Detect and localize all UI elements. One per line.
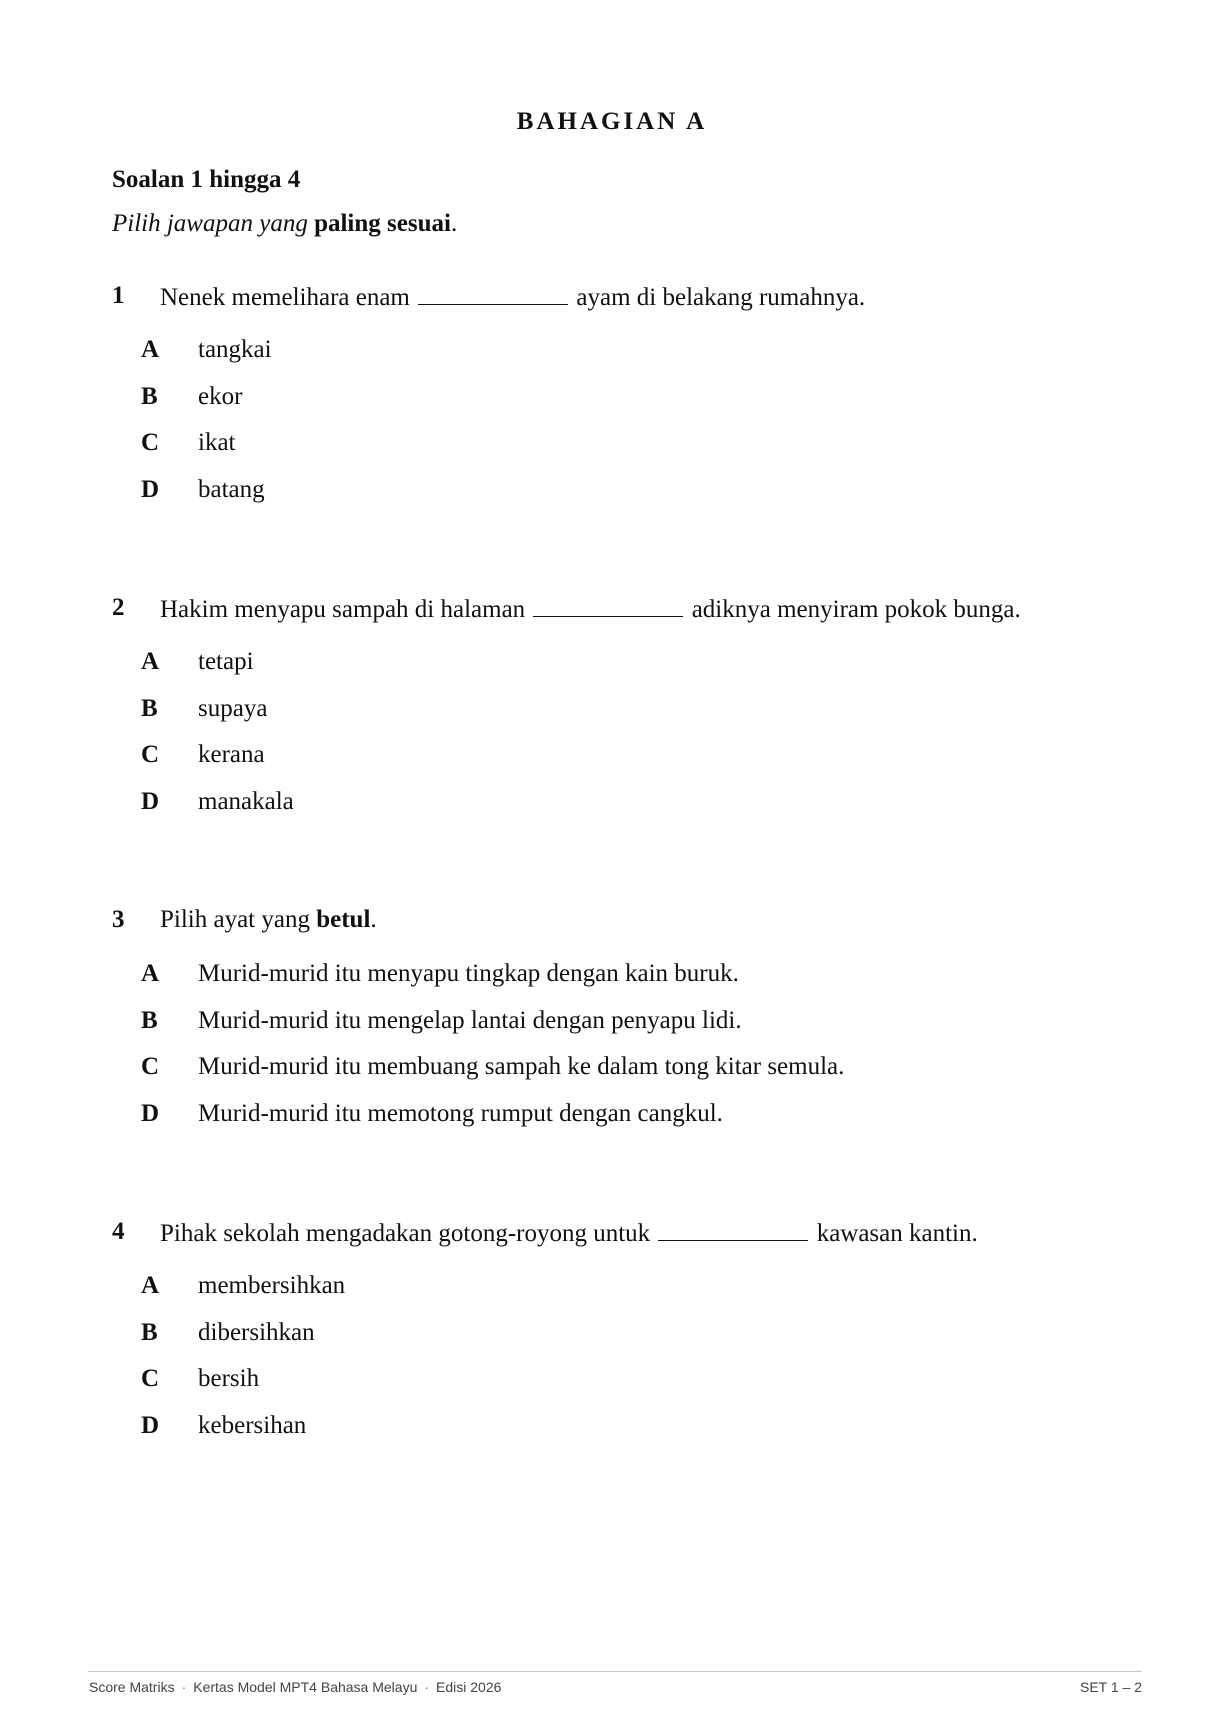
question-stem xyxy=(160,594,1021,624)
option-a[interactable] xyxy=(112,336,1112,383)
question-stem xyxy=(160,282,865,312)
option-letter: C xyxy=(141,741,160,768)
stem-text: Nenek memelihara enam xyxy=(160,284,410,311)
option-c[interactable] xyxy=(112,741,1112,788)
option-text: kerana xyxy=(198,741,265,768)
question-line xyxy=(112,282,1112,316)
option-letter: D xyxy=(141,475,160,503)
option-list xyxy=(112,336,1112,522)
question-number: 4 xyxy=(112,1218,125,1245)
question-number: 1 xyxy=(112,282,125,309)
footer-separator: · xyxy=(181,1679,187,1695)
option-list xyxy=(112,960,1112,1146)
option-d[interactable] xyxy=(112,788,1112,835)
option-letter: B xyxy=(141,1006,158,1034)
option-d[interactable] xyxy=(112,1100,1112,1147)
option-text: kebersihan xyxy=(198,1411,307,1439)
option-letter: A xyxy=(141,648,160,675)
option-text: ikat xyxy=(198,429,236,456)
instruction-bold: paling sesuai xyxy=(314,210,451,237)
option-c[interactable] xyxy=(112,429,1112,476)
instruction-italic: Pilih jawapan yang xyxy=(112,210,308,237)
answer-blank xyxy=(418,282,568,305)
question-1 xyxy=(112,282,1112,522)
option-d[interactable] xyxy=(112,476,1112,523)
option-text: supaya xyxy=(198,694,268,722)
option-text: tetapi xyxy=(198,648,254,675)
option-text: bersih xyxy=(198,1365,260,1392)
option-letter: B xyxy=(141,382,158,410)
option-d[interactable] xyxy=(112,1412,1112,1459)
option-letter: D xyxy=(141,1099,160,1127)
option-c[interactable] xyxy=(112,1053,1112,1100)
question-3 xyxy=(112,906,1112,1146)
option-b[interactable] xyxy=(112,383,1112,430)
option-text: membersihkan xyxy=(198,1272,346,1299)
option-text: batang xyxy=(198,475,265,503)
stem-text: . xyxy=(370,906,377,933)
option-text: dibersihkan xyxy=(198,1318,315,1346)
option-b[interactable] xyxy=(112,1319,1112,1366)
option-c[interactable] xyxy=(112,1365,1112,1412)
stem-text: Pihak sekolah mengadakan gotong-royong untuk xyxy=(160,1220,651,1247)
stem-text: kawasan kantin. xyxy=(816,1220,978,1247)
question-stem xyxy=(160,906,377,934)
option-a[interactable] xyxy=(112,1272,1112,1319)
instruction-end: . xyxy=(450,210,458,237)
question-line xyxy=(112,1218,1112,1252)
footer-publisher: Score Matriks xyxy=(89,1679,175,1695)
option-text: Murid-murid itu memotong rumput dengan cangkul. xyxy=(198,1099,723,1127)
option-b[interactable] xyxy=(112,1007,1112,1054)
option-letter: A xyxy=(141,1272,160,1299)
option-text: ekor xyxy=(198,382,243,410)
option-letter: D xyxy=(141,1411,160,1439)
stem-text: Hakim menyapu sampah di halaman xyxy=(160,596,526,623)
stem-text: ayam di belakang rumahnya. xyxy=(576,284,866,311)
option-text: manakala xyxy=(198,787,294,815)
option-letter: D xyxy=(141,787,160,815)
option-letter: B xyxy=(141,694,158,722)
footer-separator: · xyxy=(424,1679,430,1695)
section-heading: Soalan 1 hingga 4 xyxy=(112,166,301,193)
question-2 xyxy=(112,594,1112,834)
option-letter: A xyxy=(141,960,160,987)
question-stem xyxy=(160,1218,978,1248)
question-line xyxy=(112,906,1112,940)
page-title: BAHAGIAN A xyxy=(516,108,708,135)
stem-text: adiknya menyiram pokok bunga. xyxy=(691,596,1021,623)
option-text: Murid-murid itu mengelap lantai dengan penyapu lidi. xyxy=(198,1006,742,1034)
question-number: 3 xyxy=(112,906,125,933)
option-letter: C xyxy=(141,1365,160,1392)
option-letter: B xyxy=(141,1318,158,1346)
option-text: Murid-murid itu membuang sampah ke dalam tong kitar semula. xyxy=(198,1053,845,1080)
option-a[interactable] xyxy=(112,648,1112,695)
stem-bold: betul xyxy=(316,906,371,933)
instruction xyxy=(112,210,457,238)
option-list xyxy=(112,648,1112,834)
option-letter: C xyxy=(141,1053,160,1080)
option-text: Murid-murid itu menyapu tingkap dengan kain buruk. xyxy=(198,960,739,987)
stem-text: Pilih ayat yang xyxy=(160,906,310,933)
option-text: tangkai xyxy=(198,336,272,363)
option-letter: A xyxy=(141,336,160,363)
option-a[interactable] xyxy=(112,960,1112,1007)
question-4 xyxy=(112,1218,1112,1458)
footer-book: Kertas Model MPT4 Bahasa Melayu xyxy=(193,1679,418,1695)
question-number: 2 xyxy=(112,594,125,621)
option-list xyxy=(112,1272,1112,1458)
footer-page-number: SET 1 – 2 xyxy=(1079,1679,1142,1695)
question-line xyxy=(112,594,1112,628)
footer-edition: Edisi 2026 xyxy=(436,1679,502,1695)
footer-credits xyxy=(89,1679,501,1695)
footer-divider xyxy=(88,1671,1142,1672)
option-letter: C xyxy=(141,429,160,456)
answer-blank xyxy=(658,1218,808,1241)
option-b[interactable] xyxy=(112,695,1112,742)
answer-blank xyxy=(533,594,683,617)
